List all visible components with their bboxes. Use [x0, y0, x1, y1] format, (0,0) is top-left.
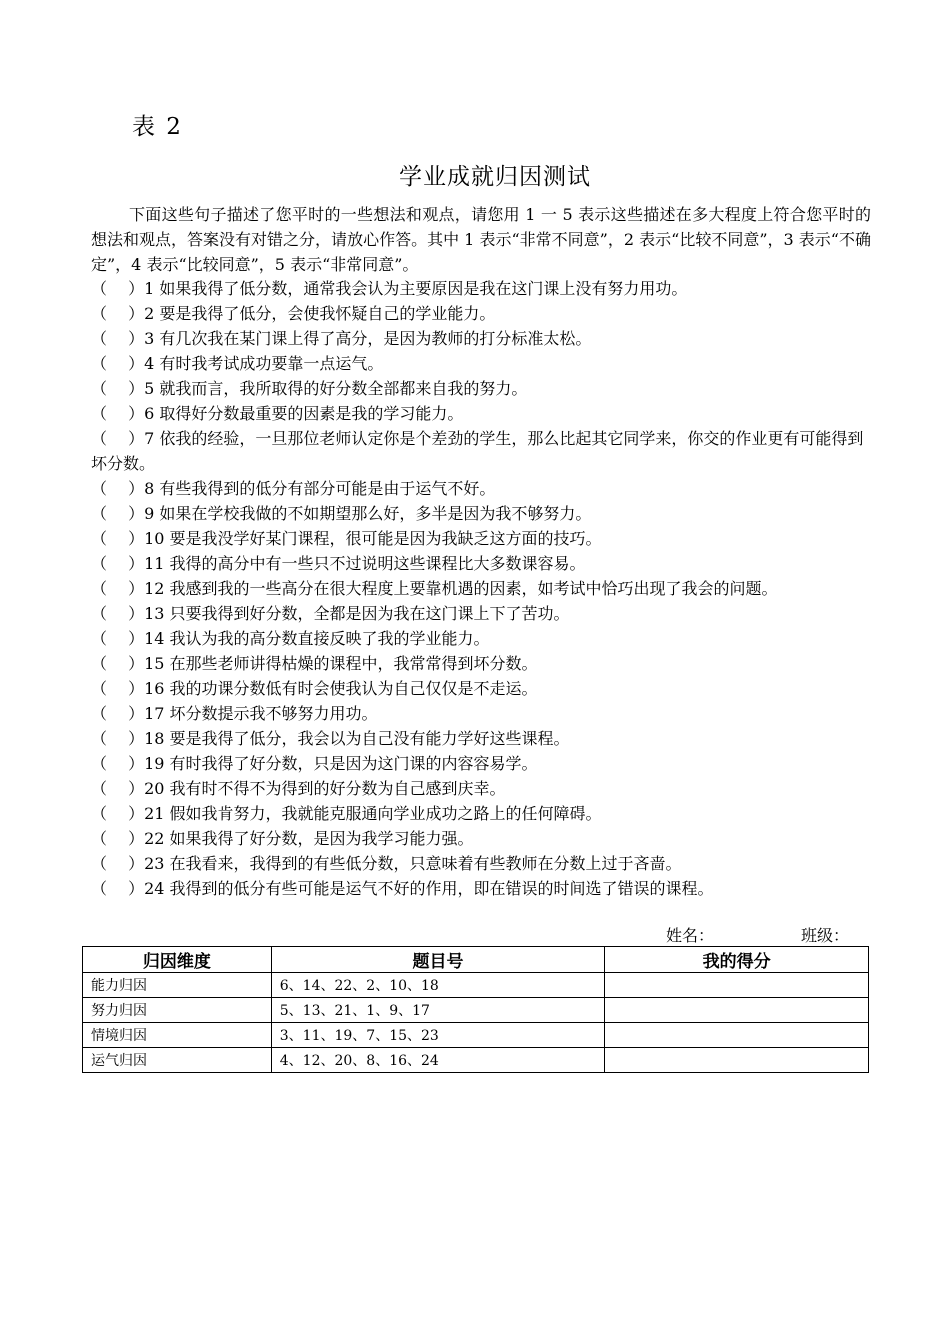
dimension-cell: 情境归因: [83, 1023, 272, 1048]
table-row: [83, 1048, 869, 1073]
answer-blank[interactable]: （ ）: [91, 429, 145, 448]
question-item: [91, 526, 871, 551]
dimension-cell: 努力归因: [83, 998, 272, 1023]
answer-blank[interactable]: （ ）: [91, 404, 145, 423]
answer-blank[interactable]: （ ）: [91, 629, 145, 648]
question-item: [91, 276, 871, 301]
question-text: 12 我感到我的一些高分在很大程度上要靠机遇的因素，如考试中恰巧出现了我会的问题。: [144, 579, 778, 598]
question-item: [91, 501, 871, 526]
question-item: [91, 751, 871, 776]
question-item: [91, 701, 871, 726]
question-text: 16 我的功课分数低有时会使我认为自己仅仅是不走运。: [144, 679, 538, 698]
table-row: [83, 998, 869, 1023]
question-text: 23 在我看来，我得到的有些低分数，只意味着有些教师在分数上过于吝啬。: [144, 854, 682, 873]
question-text: 13 只要我得到好分数，全都是因为我在这门课上下了苦功。: [144, 604, 570, 623]
question-text: 10 要是我没学好某门课程，很可能是因为我缺乏这方面的技巧。: [144, 529, 602, 548]
answer-blank[interactable]: （ ）: [91, 579, 145, 598]
answer-blank[interactable]: （ ）: [91, 779, 145, 798]
instructions-paragraph: 下面这些句子描述了您平时的一些想法和观点，请您用 1 一 5 表示这些描述在多大程度上符合您平时的想法和观点，答案没有对错之分，请放心作答。其中 1 表示“非常不同意”，2 表示“比较不同意”，3 表示“不确定”，4 表示“比较同意”，5 表示“非常同意”。: [91, 205, 871, 274]
table-row: [83, 973, 869, 998]
dimension-cell: 运气归因: [83, 1048, 272, 1073]
page-title: 学业成就归因测试: [399, 164, 591, 190]
answer-blank[interactable]: （ ）: [91, 279, 145, 298]
question-text: 15 在那些老师讲得枯燥的课程中，我常常得到坏分数。: [144, 654, 538, 673]
table-label: 表 2: [132, 114, 183, 140]
answer-blank[interactable]: （ ）: [91, 854, 145, 873]
column-header: 归因维度: [83, 947, 272, 973]
question-text: 18 要是我得了低分，我会以为自己没有能力学好这些课程。: [144, 729, 570, 748]
question-item: [91, 826, 871, 851]
question-text: 5 就我而言，我所取得的好分数全部都来自我的努力。: [144, 379, 528, 398]
question-text: 9 如果在学校我做的不如期望那么好，多半是因为我不够努力。: [144, 504, 592, 523]
question-text: 11 我得的高分中有一些只不过说明这些课程比大多数课容易。: [144, 554, 586, 573]
question-text: 7 依我的经验，一旦那位老师认定你是个差劲的学生，那么比起其它同学来，你交的作业更有可能得到坏分数。: [91, 429, 864, 473]
answer-blank[interactable]: （ ）: [91, 329, 145, 348]
question-text: 21 假如我肯努力，我就能克服通向学业成功之路上的任何障碍。: [144, 804, 602, 823]
question-text: 19 有时我得了好分数，只是因为这门课的内容容易学。: [144, 754, 538, 773]
question-item: [91, 376, 871, 401]
question-item: [91, 576, 871, 601]
answer-blank[interactable]: （ ）: [91, 729, 145, 748]
question-item: [91, 401, 871, 426]
question-text: 22 如果我得了好分数，是因为我学习能力强。: [144, 829, 474, 848]
column-header: 题目号: [271, 947, 605, 973]
class-label: 班级：: [801, 926, 850, 945]
question-item: [91, 351, 871, 376]
name-label: 姓名：: [666, 926, 715, 945]
answer-blank[interactable]: （ ）: [91, 529, 145, 548]
answer-blank[interactable]: （ ）: [91, 304, 145, 323]
answer-blank[interactable]: （ ）: [91, 479, 145, 498]
question-text: 24 我得到的低分有些可能是运气不好的作用，即在错误的时间选了错误的课程。: [144, 879, 714, 898]
answer-blank[interactable]: （ ）: [91, 754, 145, 773]
item-numbers-cell: 4、12、20、8、16、24: [271, 1048, 605, 1073]
score-cell[interactable]: [605, 973, 869, 998]
question-text: 2 要是我得了低分，会使我怀疑自己的学业能力。: [144, 304, 496, 323]
answer-blank[interactable]: （ ）: [91, 354, 145, 373]
question-item: [91, 876, 871, 901]
question-text: 3 有几次我在某门课上得了高分，是因为教师的打分标准太松。: [144, 329, 592, 348]
answer-blank[interactable]: （ ）: [91, 379, 145, 398]
answer-blank[interactable]: （ ）: [91, 554, 145, 573]
question-item: [91, 626, 871, 651]
table-row: [83, 1023, 869, 1048]
answer-blank[interactable]: （ ）: [91, 679, 145, 698]
question-item: [91, 851, 871, 876]
question-text: 4 有时我考试成功要靠一点运气。: [144, 354, 384, 373]
table-header-row: [83, 947, 869, 973]
question-text: 14 我认为我的高分数直接反映了我的学业能力。: [144, 629, 490, 648]
item-numbers-cell: 3、11、19、7、15、23: [271, 1023, 605, 1048]
score-cell[interactable]: [605, 998, 869, 1023]
question-item: [91, 326, 871, 351]
dimension-cell: 能力归因: [83, 973, 272, 998]
question-item: [91, 426, 871, 476]
question-item: [91, 651, 871, 676]
question-item: [91, 776, 871, 801]
question-text: 20 我有时不得不为得到的好分数为自己感到庆幸。: [144, 779, 506, 798]
score-cell[interactable]: [605, 1023, 869, 1048]
item-numbers-cell: 5、13、21、1、9、17: [271, 998, 605, 1023]
question-item: [91, 726, 871, 751]
answer-blank[interactable]: （ ）: [91, 654, 145, 673]
question-text: 1 如果我得了低分数，通常我会认为主要原因是我在这门课上没有努力用功。: [144, 279, 688, 298]
question-item: [91, 601, 871, 626]
item-numbers-cell: 6、14、22、2、10、18: [271, 973, 605, 998]
answer-blank[interactable]: （ ）: [91, 879, 145, 898]
column-header: 我的得分: [605, 947, 869, 973]
question-text: 17 坏分数提示我不够努力用功。: [144, 704, 378, 723]
answer-blank[interactable]: （ ）: [91, 704, 145, 723]
question-item: [91, 551, 871, 576]
answer-blank[interactable]: （ ）: [91, 829, 145, 848]
answer-blank[interactable]: （ ）: [91, 804, 145, 823]
question-item: [91, 676, 871, 701]
answer-blank[interactable]: （ ）: [91, 504, 145, 523]
answer-blank[interactable]: （ ）: [91, 604, 145, 623]
question-item: [91, 301, 871, 326]
question-text: 6 取得好分数最重要的因素是我的学习能力。: [144, 404, 464, 423]
question-item: [91, 476, 871, 501]
question-text: 8 有些我得到的低分有部分可能是由于运气不好。: [144, 479, 496, 498]
score-cell[interactable]: [605, 1048, 869, 1073]
question-list: [91, 276, 871, 901]
question-item: [91, 801, 871, 826]
score-table: [82, 946, 869, 1073]
